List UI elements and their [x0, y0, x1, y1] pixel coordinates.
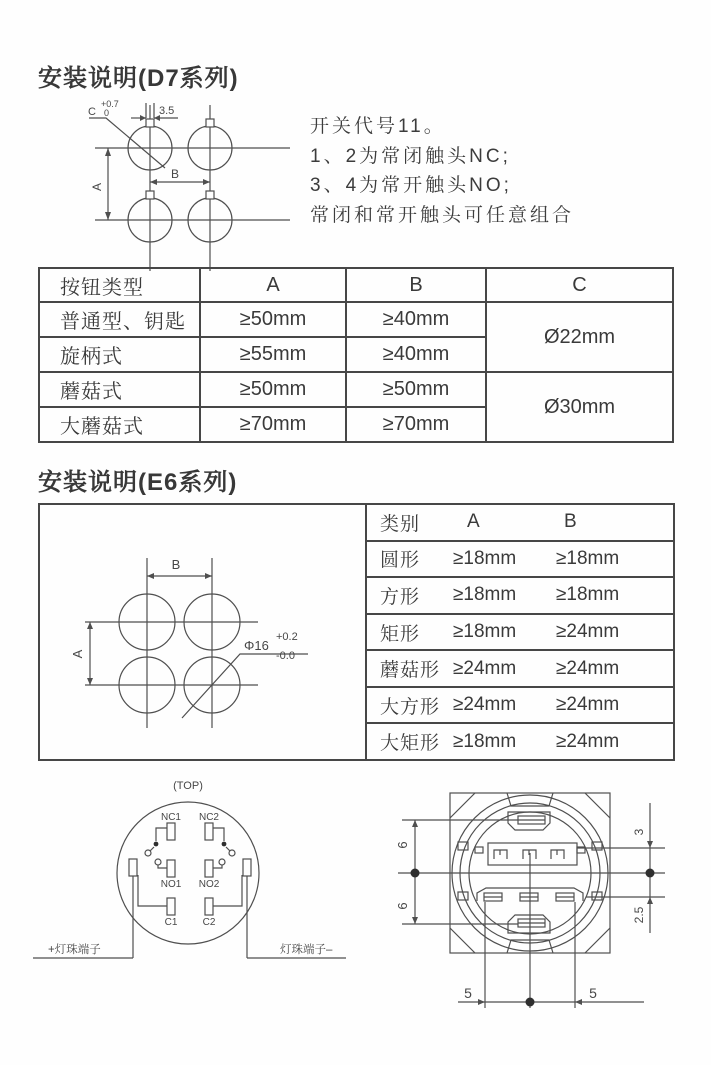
cell-b: ≥24mm: [556, 657, 620, 679]
e6-section-title: 安装说明(E6系列): [38, 469, 238, 496]
cell-b: ≥18mm: [556, 547, 620, 569]
lamp-negative-label: 灯珠端子–: [280, 944, 333, 956]
d7-col-c: C: [486, 268, 673, 302]
dim-label-c: C: [88, 106, 96, 118]
lamp-positive-label: +灯珠端子: [48, 944, 101, 956]
cell-type: 普通型、钥匙: [39, 302, 200, 337]
rear-view-dimension-drawing: [395, 785, 711, 1013]
terminal-label-no1: NO1: [160, 879, 182, 890]
dim-label-b: B: [171, 557, 181, 572]
cell-b: ≥40mm: [346, 302, 486, 337]
cell-c-30: Ø30mm: [486, 372, 673, 442]
dim-label-a: A: [90, 182, 104, 192]
table-row: [367, 615, 673, 652]
cell-b: ≥24mm: [556, 621, 620, 643]
terminal-label-nc2: NC2: [198, 812, 220, 823]
cell-b: ≥50mm: [346, 372, 486, 407]
table-row: [39, 302, 673, 337]
table-row: [367, 688, 673, 725]
dim-label-b: B: [170, 167, 180, 181]
terminal-label-c1: C1: [164, 917, 178, 928]
dim-label-3: 3: [632, 828, 646, 836]
cell-b: ≥24mm: [556, 730, 620, 752]
e6-col-type: 类别: [380, 513, 421, 535]
table-row: [39, 372, 673, 407]
cell-a: ≥24mm: [453, 657, 517, 679]
cell-type: 大蘑菇式: [39, 407, 200, 442]
dim-label-6-bottom: 6: [395, 902, 410, 910]
e6-col-a: A: [467, 511, 480, 533]
note-line: 3、4为常开触头NO;: [310, 175, 512, 196]
terminal-wiring-diagram: [30, 772, 365, 968]
dim-label-c-tol-up: +0.7: [101, 99, 119, 109]
table-row: [367, 578, 673, 615]
dim-label-phi: Φ16: [244, 638, 269, 653]
dim-label-6-top: 6: [395, 841, 410, 849]
table-row: [367, 542, 673, 579]
cell-a: ≥55mm: [200, 337, 346, 372]
cell-b: ≥24mm: [556, 694, 620, 716]
top-view-label: (TOP): [173, 780, 203, 792]
note-line: 1、2为常闭触头NC;: [310, 145, 511, 167]
d7-col-a: A: [200, 268, 346, 302]
terminal-label-c2: C2: [202, 917, 216, 928]
note-line: 常闭和常开触头可任意组合: [310, 204, 575, 226]
cell-type: 大矩形: [380, 733, 441, 755]
dim-label-slot: 3.5: [159, 105, 175, 117]
dim-label-tol-up: +0.2: [276, 631, 298, 643]
dim-label-2-5: 2.5: [632, 906, 646, 924]
dim-label-c-tol-dn: 0: [104, 108, 110, 118]
cell-a: ≥70mm: [200, 407, 346, 442]
terminal-label-nc1: NC1: [160, 812, 182, 823]
d7-mounting-table: [38, 267, 674, 443]
cell-a: ≥18mm: [453, 584, 517, 606]
table-row: [367, 724, 673, 759]
cell-a: ≥18mm: [453, 621, 517, 643]
dim-label-5-right: 5: [589, 985, 597, 1001]
cell-type: 圆形: [380, 550, 421, 572]
d7-col-type: 按钮类型: [39, 268, 200, 302]
terminal-label-no2: NO2: [198, 879, 220, 890]
cell-type: 方形: [380, 586, 421, 608]
d7-col-b: B: [346, 268, 486, 302]
e6-col-b: B: [564, 511, 577, 533]
cell-a: ≥18mm: [453, 730, 517, 752]
cell-b: ≥70mm: [346, 407, 486, 442]
table-row: [367, 651, 673, 688]
d7-section-title: 安装说明(D7系列): [38, 65, 239, 92]
dim-label-a: A: [70, 649, 85, 659]
e6-mounting-table: [365, 505, 673, 759]
cell-type: 大方形: [380, 696, 441, 718]
table-header-row: [367, 505, 673, 542]
d7-notes: [310, 112, 574, 230]
cell-b: ≥18mm: [556, 584, 620, 606]
e6-mounting-drawing: [40, 502, 362, 760]
cell-a: ≥18mm: [453, 547, 517, 569]
cell-a: ≥50mm: [200, 372, 346, 407]
dim-label-tol-dn: -0.0: [276, 650, 295, 662]
dim-label-5-left: 5: [464, 985, 472, 1001]
cell-type: 旋柄式: [39, 337, 200, 372]
cell-type: 矩形: [380, 623, 421, 645]
cell-type: 蘑菇形: [380, 660, 441, 682]
cell-type: 蘑菇式: [39, 372, 200, 407]
cell-a: ≥24mm: [453, 694, 517, 716]
note-line: 开关代号11。: [310, 116, 446, 137]
d7-mounting-drawing: [75, 95, 310, 275]
cell-c-22: Ø22mm: [486, 302, 673, 372]
cell-a: ≥50mm: [200, 302, 346, 337]
cell-b: ≥40mm: [346, 337, 486, 372]
